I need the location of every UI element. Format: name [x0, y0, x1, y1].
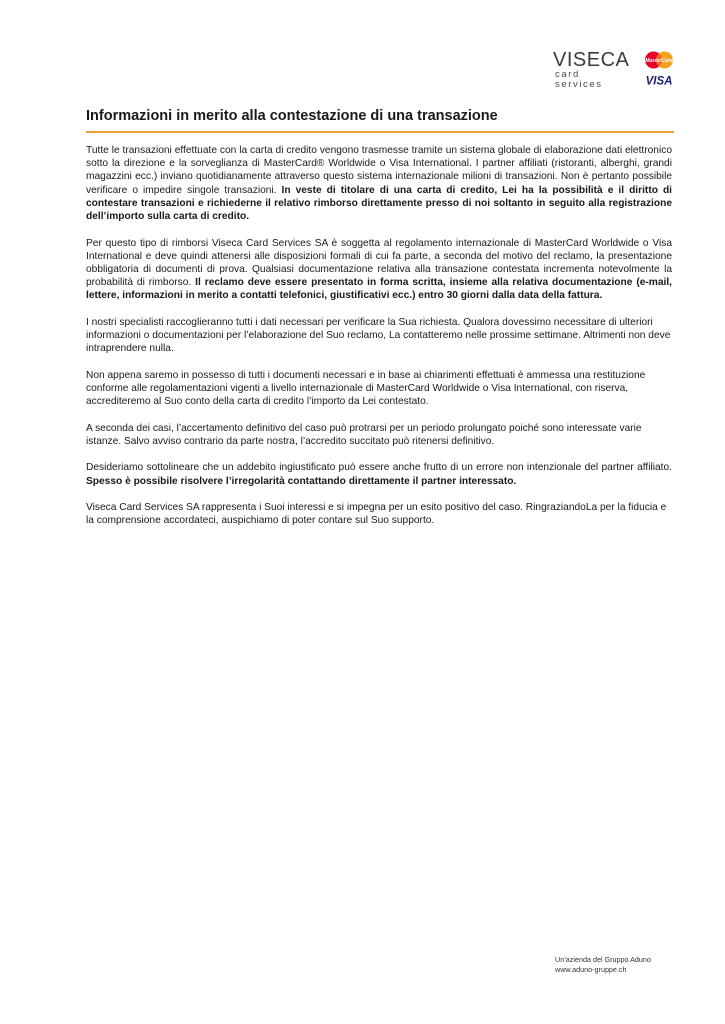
- mastercard-logo-text: MasterCard: [645, 57, 673, 64]
- paragraph-4: Non appena saremo in possesso di tutti i documenti necessari e in base ai chiarimenti effettuati è ammessa una restituzione conforme alle regolamentazioni vigenti a livello internazionale di MasterCard Worldwide o Visa International, con riserva, accrediteremo al Suo conto della carta di credito l’importo da Lei contestato.: [86, 369, 646, 408]
- visa-logo: [643, 74, 675, 86]
- paragraph-6-text: Desideriamo sottolineare che un addebito ingiustificato può essere anche frutto di un errore non intenzionale del partner affiliato.: [86, 462, 672, 474]
- paragraph-2: [86, 237, 672, 303]
- footer-company: Un’azienda del Gruppo Aduno: [555, 955, 651, 964]
- paragraph-1: [86, 144, 672, 223]
- paragraph-6: [86, 461, 672, 487]
- paragraph-1-bold: In veste di titolare di una carta di credito, Lei ha la possibilità e il diritto di contestare transazioni e richiederne il relativo rimborso direttamente presso di noi soltanto in seguito alla registrazione dell’importo sulla carta di credito.: [86, 184, 672, 223]
- paragraph-5: A seconda dei casi, l’accertamento definitivo del caso può protrarsi per un periodo prolungato poiché sono interessate varie istanze. Salvo avviso contrario da parte nostra, l’accredito succitato può ritenersi definitivo.: [86, 422, 642, 447]
- paragraph-2-text: Per questo tipo di rimborsi Viseca Card Services SA è soggetta al regolamento internazionale di MasterCard Worldwide o Visa International e deve quindi attenersi alle disposizioni formali di cui fa parte, a seconda del motivo del reclamo, la presentazione obbligatoria di documenti di prova. Qualsiasi documentazione relativa alla transazione contestata incrementa notevolmente la probabilità di rimborso.: [86, 237, 672, 289]
- footer: [555, 955, 705, 975]
- visa-logo-text: VISA: [645, 75, 673, 86]
- viseca-tagline: card services: [555, 69, 603, 90]
- footer-website: www.aduno-gruppe.ch: [555, 965, 627, 974]
- paragraph-3: I nostri specialisti raccoglieranno tutti i dati necessari per verificare la Sua richiesta. Qualora dovessimo necessitare di ulteriori informazioni o documentazioni per l’elaborazione del Suo reclamo, La contatteremo nelle prossime settimane. Altrimenti non deve intraprendere nulla.: [86, 316, 671, 355]
- page-title: Informazioni in merito alla contestazione di una transazione: [86, 108, 498, 124]
- viseca-wordmark: VISECA: [553, 49, 630, 71]
- mastercard-logo: [643, 51, 675, 69]
- paragraph-1-text: Tutte le transazioni effettuate con la carta di credito vengono trasmesse tramite un sistema globale di elaborazione dati elettronico sotto la direzione e la sorveglianza di MasterCard® Worldwide o Visa International. I partner affiliati (ristoranti, alberghi, grandi magazzini ecc.) inviano quotidianamente attraverso questo sistema internazionale milioni di transazioni. Non è pertanto possibile verificare o impedire singole transazioni.: [86, 145, 672, 196]
- paragraph-7: Viseca Card Services SA rappresenta i Suoi interessi e si impegna per un esito positivo del caso. RingraziandoLa per la fiducia e la comprensione accordateci, auspichiamo di poter contare sul Suo supporto.: [86, 502, 667, 527]
- document-body: [86, 144, 672, 541]
- paragraph-2-bold: Il reclamo deve essere presentato in forma scritta, insieme alla relativa documentazione (e-mail, lettere, informazioni in merito a contatti telefonici, giustificativi ecc.) entro 30 giorni dalla data della fattura.: [86, 277, 672, 302]
- viseca-logo: [553, 50, 629, 90]
- paragraph-6-bold: Spesso è possibile risolvere l’irregolarità contattando direttamente il partner interessato.: [86, 475, 517, 487]
- title-divider: [86, 131, 674, 133]
